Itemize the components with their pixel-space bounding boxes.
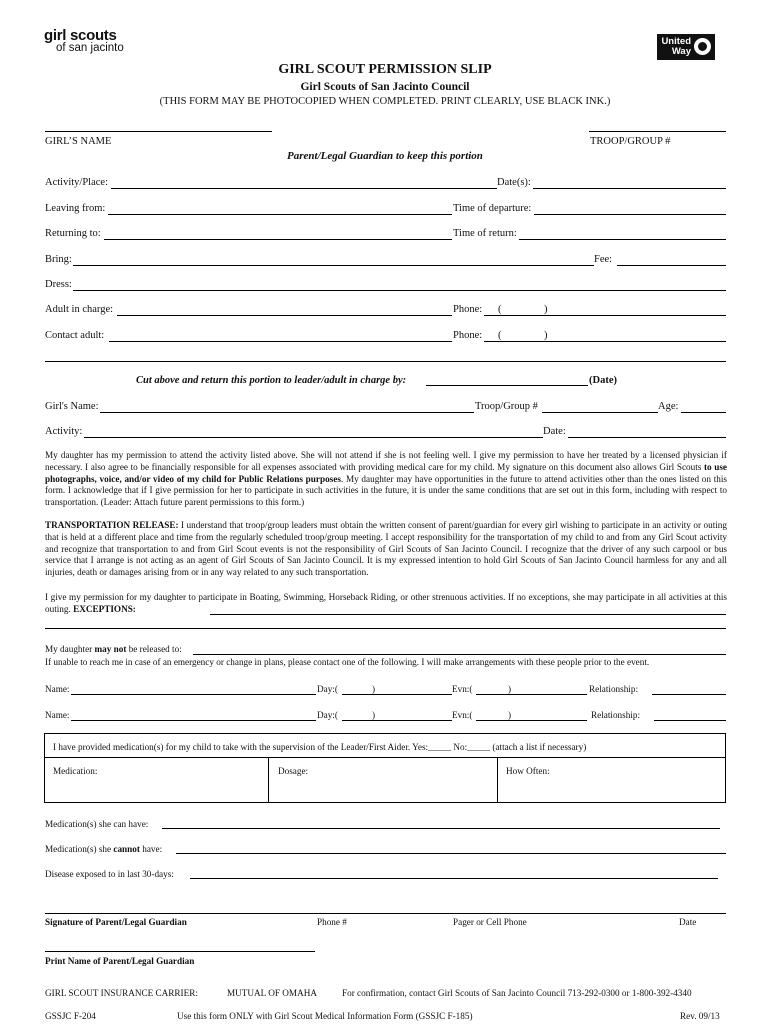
can-have-label: Medication(s) she can have: [45,819,149,829]
dress-label: Dress: [45,279,72,290]
may-not-text-b: be released to: [126,644,182,654]
return-date-label: Date: [543,426,566,437]
medication-col-divider-2 [497,757,498,802]
signature-line[interactable] [45,913,726,914]
leaving-from-field[interactable] [108,214,452,215]
contact1-name-label: Name: [45,684,70,694]
disease-label: Disease exposed to in last 30-days: [45,869,174,879]
signature-pager-label: Pager or Cell Phone [453,917,527,927]
fee-label: Fee: [594,254,613,265]
return-date-field[interactable] [568,437,726,438]
troop-label: TROOP/GROUP # [590,136,671,147]
dates-field[interactable] [533,188,726,189]
exceptions-field-2[interactable] [45,628,726,629]
contact-phone-paren-close: ) [544,330,548,341]
contact1-day-label: Day:( [317,684,338,694]
contact1-evn-paren: ) [508,684,512,694]
signature-label: Signature of Parent/Legal Guardian [45,917,187,927]
united-way-emblem-icon [694,38,711,55]
cut-instruction: Cut above and return this portion to leader/adult in charge by: [136,375,407,386]
can-have-field[interactable] [162,828,720,829]
return-time-label: Time of return: [453,228,517,239]
form-instructions: (THIS FORM MAY BE PHOTOCOPIED WHEN COMPLETED. PRINT CLEARLY, USE BLACK INK.) [159,96,611,107]
return-by-date-label: (Date) [589,375,617,386]
dosage-col-label: Dosage: [278,766,309,776]
adult-phone-label: Phone: [453,304,483,315]
returning-to-label: Returning to: [45,228,101,239]
return-age-label: Age: [658,401,679,412]
use-only-note: Use this form ONLY with Girl Scout Medical Information Form (GSSJC F-185) [177,1011,473,1021]
return-activity-label: Activity: [45,426,83,437]
activities-paragraph [45,592,727,616]
how-often-col-label: How Often: [506,766,550,776]
return-activity-field[interactable] [84,437,543,438]
cannot-text-bold: cannot [113,844,140,854]
united-way-logo [657,34,715,60]
cannot-have-field[interactable] [176,853,726,854]
activities-text: I give my permission for my daughter to participate in Boating, Swimming, Horseback Riding, or other strenuous activities. If no exceptions, she may participate in all activities at this outing. [45,592,727,614]
contact1-relationship-label: Relationship: [589,684,638,694]
signature-date-label: Date [679,917,697,927]
contact1-name-field[interactable] [71,694,316,695]
contact1-day-paren: ) [372,684,376,694]
contact1-evn-field[interactable] [476,694,587,695]
adult-phone-paren-close: ) [544,304,548,315]
activity-place-label: Activity/Place: [45,177,108,188]
contact2-relationship-label: Relationship: [591,710,640,720]
transportation-heading: TRANSPORTATION RELEASE: [45,520,179,530]
adult-in-charge-field[interactable] [117,315,452,316]
activity-place-field[interactable] [111,188,497,189]
logo-line1: girl scouts [44,27,117,44]
cannot-text-a: Medication(s) she [45,844,114,854]
form-id: GSSJC F-204 [45,1011,96,1021]
adult-phone-paren-open: ( [498,304,502,315]
adult-phone-field[interactable] [484,315,726,316]
returning-to-field[interactable] [104,239,452,240]
permission-text-bold: to use photographs, voice, and/or video of my child for Public Relations purposes [45,461,727,484]
girls-name-line[interactable] [45,131,272,132]
print-name-line[interactable] [45,951,315,952]
contact2-day-paren: ) [372,710,376,720]
cut-line [45,361,726,362]
logo-line2: of san jacinto [56,42,124,54]
revision: Rev. 09/13 [680,1011,720,1021]
medication-col-label: Medication: [53,766,98,776]
disease-field[interactable] [190,878,718,879]
medication-statement: I have provided medication(s) for my child to take with the supervision of the Leader/First Aider. Yes:_____ No:_____ (attach a list if necessary) [53,742,587,752]
return-time-field[interactable] [519,239,726,240]
return-troop-label: Troop/Group # [475,401,538,412]
troop-line[interactable] [589,131,726,132]
confirmation-contact: For confirmation, contact Girl Scouts of San Jacinto Council 713-292-0300 or 1-800-392-4340 [342,988,692,998]
may-not-release-label [45,644,182,654]
permission-text-a: My daughter has my permission to attend the activity listed above. She will not attend if she is not feeling well. I give my permission to have her treated by a licensed physician if necessary. I also agree to be financially responsible for all expenses associated with providing medical care for my child. My signature on this document also allows Girl Scouts [45,450,727,472]
return-girls-name-field[interactable] [100,412,474,413]
signature-phone-label: Phone # [317,917,347,927]
contact-adult-label: Contact adult: [45,330,105,341]
dress-field[interactable] [73,290,726,291]
contact-phone-paren-open: ( [498,330,502,341]
emergency-contact-text: If unable to reach me in case of an emergency or change in plans, please contact one of the following. I will make arrangements with these people prior to the event. [45,657,650,667]
may-not-release-field[interactable] [193,654,726,655]
departure-field[interactable] [534,214,726,215]
medication-col-divider-1 [268,757,269,802]
return-troop-field[interactable] [542,412,658,413]
may-not-text-a: My daughter [45,644,95,654]
girls-name-label: GIRL’S NAME [45,136,112,147]
contact2-relationship-field[interactable] [654,720,726,721]
contact2-day-field[interactable] [342,720,452,721]
contact2-evn-field[interactable] [476,720,587,721]
girl-scouts-logo [44,28,124,55]
contact2-day-label: Day:( [317,710,338,720]
insurance-carrier-label: GIRL SCOUT INSURANCE CARRIER: [45,988,198,998]
contact1-relationship-field[interactable] [652,694,726,695]
print-name-label: Print Name of Parent/Legal Guardian [45,956,195,966]
fee-field[interactable] [617,265,726,266]
transportation-text: I understand that troop/group leaders must obtain the written consent of parent/guardian for every girl wishing to participate in an activity or outing that is held at a different place and time from the regularly scheduled troop/group meeting. I accept responsibility for the transportation of my child to and from any Girl Scout activity and recognize that transportation to and from Girl Scout events is not the responsibility of Girl Scouts of San Jacinto Council. I recognize that the driver of any such carpool or bus service that I arrange is not acting as an agent of Girl Scouts of San Jacinto Council. It is my expressed intention to hold Girl Scouts of San Jacinto Council harmless for any and all injuries, death or damages arising from or in any way related to any such transportation. [45,520,727,578]
council-name: Girl Scouts of San Jacinto Council [300,81,470,93]
contact1-day-field[interactable] [342,694,452,695]
contact-phone-field[interactable] [484,341,726,342]
bring-field[interactable] [73,265,594,266]
contact2-name-field[interactable] [71,720,316,721]
dates-label: Date(s): [497,177,531,188]
exceptions-label: EXCEPTIONS: [73,603,136,614]
permission-text-b: . My daughter may have opportunities in the future to attend activities other than the ones listed on this form. I acknowledge that if I give permission for her to participate in such activities in the future, it is under the same conditions that are set out in this form, including with respect to transportation. (Leader: Attach future parent permissions to this form.) [45,473,727,508]
medication-box-divider [45,757,726,758]
contact1-evn-label: Evn:( [452,684,473,694]
departure-label: Time of departure: [453,203,532,214]
permission-paragraph [45,450,727,509]
form-title: GIRL SCOUT PERMISSION SLIP [278,62,492,77]
may-not-text-bold: may not [94,644,127,654]
adult-in-charge-label: Adult in charge: [45,304,114,315]
insurance-carrier: MUTUAL OF OMAHA [227,988,318,998]
contact2-evn-paren: ) [508,710,512,720]
return-girls-name-label: Girl's Name: [45,401,99,412]
uw-line1: United [661,36,691,47]
leaving-from-label: Leaving from: [45,203,106,214]
cannot-text-b: have: [139,844,163,854]
uw-line2: Way [671,46,691,57]
return-by-date-field[interactable] [426,385,588,386]
bring-label: Bring: [45,254,72,265]
return-age-field[interactable] [681,412,726,413]
exceptions-field[interactable] [210,614,726,615]
contact-adult-field[interactable] [109,341,452,342]
cannot-have-label [45,844,162,854]
contact2-evn-label: Evn:( [452,710,473,720]
transportation-paragraph [45,520,727,579]
keep-portion-heading: Parent/Legal Guardian to keep this portion [287,150,483,162]
contact2-name-label: Name: [45,710,70,720]
contact-phone-label: Phone: [453,330,483,341]
